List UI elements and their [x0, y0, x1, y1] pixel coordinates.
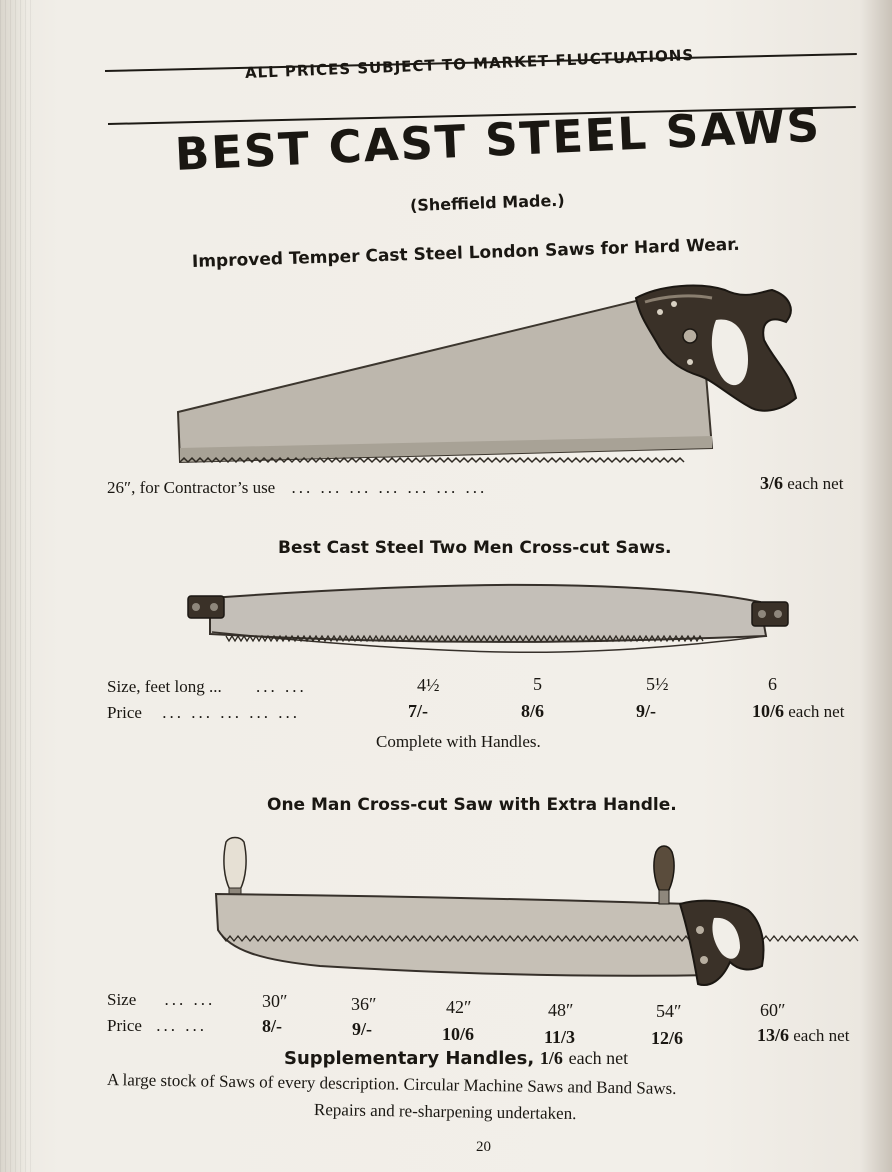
section3-size-2: 42″	[446, 997, 472, 1017]
supplementary-label: Supplementary Handles,	[284, 1048, 535, 1069]
section3-price-dots: ... ...	[156, 1016, 207, 1035]
supplementary-price: 1/6	[539, 1048, 563, 1068]
section3-price-row	[107, 1016, 207, 1036]
section2-price-0: 7/-	[408, 701, 428, 721]
supplementary-suffix: each net	[568, 1048, 629, 1068]
section3-price-5-line	[757, 1025, 849, 1046]
section3-heading: One Man Cross-cut Saw with Extra Handle.	[267, 795, 677, 815]
section2-heading: Best Cast Steel Two Men Cross-cut Saws.	[278, 538, 672, 558]
page-subtitle: (Sheffield Made.)	[409, 190, 565, 215]
section3-size-4: 54″	[656, 1001, 682, 1021]
section2-size-3: 6	[768, 674, 777, 694]
section2-price-3: 10/6	[752, 701, 785, 721]
supplementary-handles-line	[284, 1048, 628, 1069]
section2-note: Complete with Handles.	[376, 732, 541, 751]
section3-price-4: 12/6	[651, 1028, 684, 1048]
section3-price-suffix: each net	[793, 1026, 850, 1045]
section2-price-dots: ... ... ... ... ...	[162, 703, 300, 722]
footer-line-1: A large stock of Saws of every description. Circular Machine Saws and Band Saws.	[106, 1070, 677, 1098]
section3-price-1: 9/-	[352, 1019, 372, 1039]
page-number: 20	[476, 1139, 491, 1155]
section1-label: 26″, for Contractor’s use	[107, 478, 276, 497]
section1-price: 3/6	[760, 473, 784, 493]
section2-price-1: 8/6	[521, 701, 545, 721]
footer-line-2: Repairs and re-sharpening undertaken.	[313, 1100, 577, 1124]
section3-size-5: 60″	[760, 1000, 786, 1020]
section2-price-suffix: each net	[788, 702, 845, 721]
section3-size-1: 36″	[351, 994, 377, 1014]
section2-size-dots: ... ...	[255, 677, 307, 696]
section2-size-1: 5	[533, 674, 542, 694]
section3-size-3: 48″	[548, 1000, 574, 1020]
section1-heading: Improved Temper Cast Steel London Saws for Hard Wear.	[191, 234, 740, 272]
section2-size-2: 5½	[646, 674, 669, 694]
section3-size-row	[107, 990, 215, 1010]
page-title: BEST CAST STEEL SAWS	[173, 98, 823, 181]
section2-size-label: Size, feet long ...	[107, 677, 222, 696]
section3-size-0: 30″	[262, 991, 288, 1011]
section1-price-suffix: each net	[787, 474, 844, 493]
section3-price-label: Price	[107, 1016, 142, 1035]
section3-price-5: 13/6	[757, 1025, 790, 1045]
section1-dots: ... ... ... ... ... ... ...	[291, 478, 488, 497]
section3-price-3: 11/3	[544, 1027, 576, 1047]
section2-size-0: 4½	[417, 675, 440, 695]
section3-size-label: Size	[107, 990, 137, 1009]
section2-price-label: Price	[107, 703, 142, 722]
header-notice: ALL PRICES SUBJECT TO MARKET FLUCTUATIONS	[244, 45, 695, 82]
section2-price-2: 9/-	[636, 701, 656, 721]
section3-price-2: 10/6	[442, 1024, 475, 1044]
section3-size-dots: ... ...	[164, 990, 216, 1009]
section3-price-0: 8/-	[262, 1016, 282, 1036]
